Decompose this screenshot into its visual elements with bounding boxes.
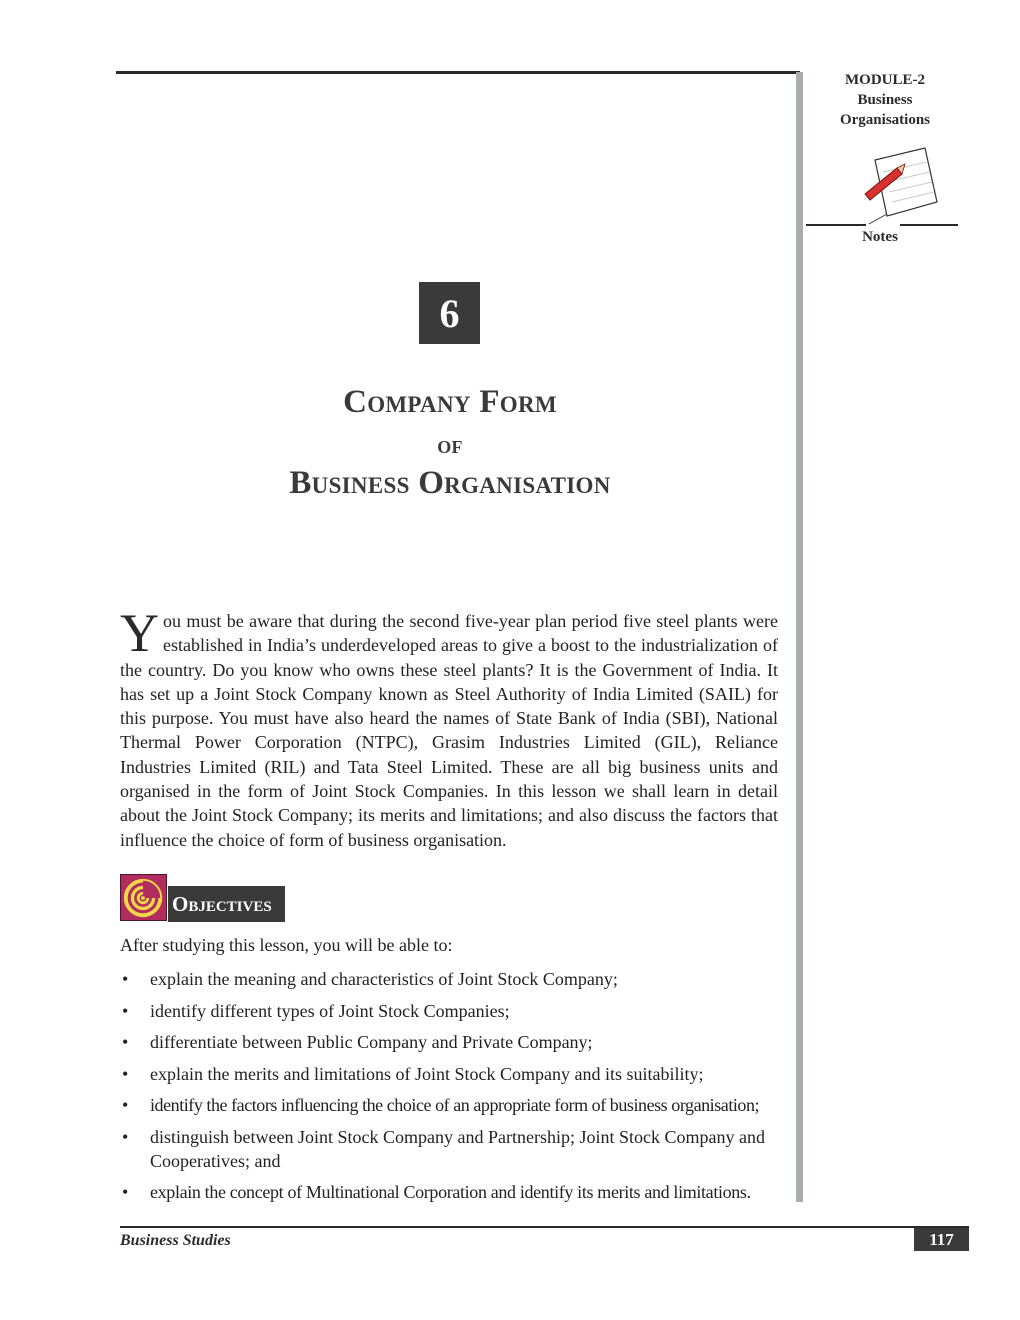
list-item: • explain the meaning and characteristics of Joint Stock Company; bbox=[122, 969, 618, 989]
notes-label: Notes bbox=[862, 229, 898, 245]
chapter-title-line3: Business Organisation bbox=[289, 465, 611, 501]
bullet: • bbox=[122, 1126, 129, 1147]
notepad-pencil-icon bbox=[853, 144, 943, 230]
drop-cap: Y bbox=[120, 603, 159, 663]
bullet: • bbox=[122, 969, 129, 989]
notes-rule-left bbox=[806, 224, 866, 226]
intro-paragraph bbox=[120, 603, 778, 852]
notes-rule-right bbox=[900, 224, 958, 226]
chapter-title-line2: of bbox=[437, 430, 463, 459]
list-item: • explain the concept of Multinational Corporation and identify its merits and limitations. bbox=[122, 1182, 751, 1202]
bullet: • bbox=[122, 1063, 129, 1084]
list-item: • identify different types of Joint Stock Companies; bbox=[122, 1000, 510, 1021]
objectives-heading: Objectives bbox=[168, 886, 285, 922]
list-item: • differentiate between Public Company and Private Company; bbox=[122, 1032, 593, 1052]
bullet: • bbox=[122, 1000, 129, 1021]
list-item: • explain the merits and limitations of Joint Stock Company and its suitability; bbox=[122, 1063, 704, 1084]
footer-rule bbox=[120, 1226, 969, 1228]
footer-book-title: Business Studies bbox=[120, 1232, 231, 1249]
module-subject-line1: Business bbox=[857, 92, 913, 108]
top-rule bbox=[116, 71, 800, 74]
chapter-number: 6 bbox=[419, 282, 480, 344]
module-label: MODULE-2 bbox=[845, 72, 925, 88]
module-header bbox=[820, 70, 950, 130]
target-icon bbox=[120, 874, 167, 921]
bullet: • bbox=[122, 1095, 128, 1115]
bullet: • bbox=[122, 1032, 129, 1052]
bullet: • bbox=[122, 1182, 128, 1202]
list-item: • identify the factors influencing the choice of an appropriate form of business organisation; bbox=[122, 1095, 760, 1115]
module-subject-line2: Organisations bbox=[839, 112, 930, 128]
objectives-lead: After studying this lesson, you will be able to: bbox=[120, 935, 453, 955]
objectives-list bbox=[120, 967, 780, 1212]
intro-text: ou must be aware that during the second five-year plan period five steel plants were established in India’s underdeveloped areas to give a boost to the industrialization of the country. Do you know who owns these steel plants? It is the Government of India. It has set up a Joint Stock Company known as Steel Authority of India Limited (SAIL) for this purpose. You must have also heard the names of State Bank of India (SBI), National Thermal Power Corporation (NTPC), Grasim Industries Limited (GIL), Reliance Industries Limited (RIL) and Tata Steel Limited. These are all big business units and organised in the form of Joint Stock Companies. In this lesson we shall learn in detail about the Joint Stock Company; its merits and limitations; and also discuss the factors that influence the choice of form of business organisation. bbox=[120, 611, 778, 850]
page-number: 117 bbox=[914, 1228, 969, 1251]
list-item: • distinguish between Joint Stock Company and Partnership; Joint Stock Company and Cooperatives; and bbox=[122, 1126, 765, 1171]
margin-bar bbox=[796, 72, 803, 1202]
chapter-title-line1: Company Form bbox=[343, 384, 557, 420]
